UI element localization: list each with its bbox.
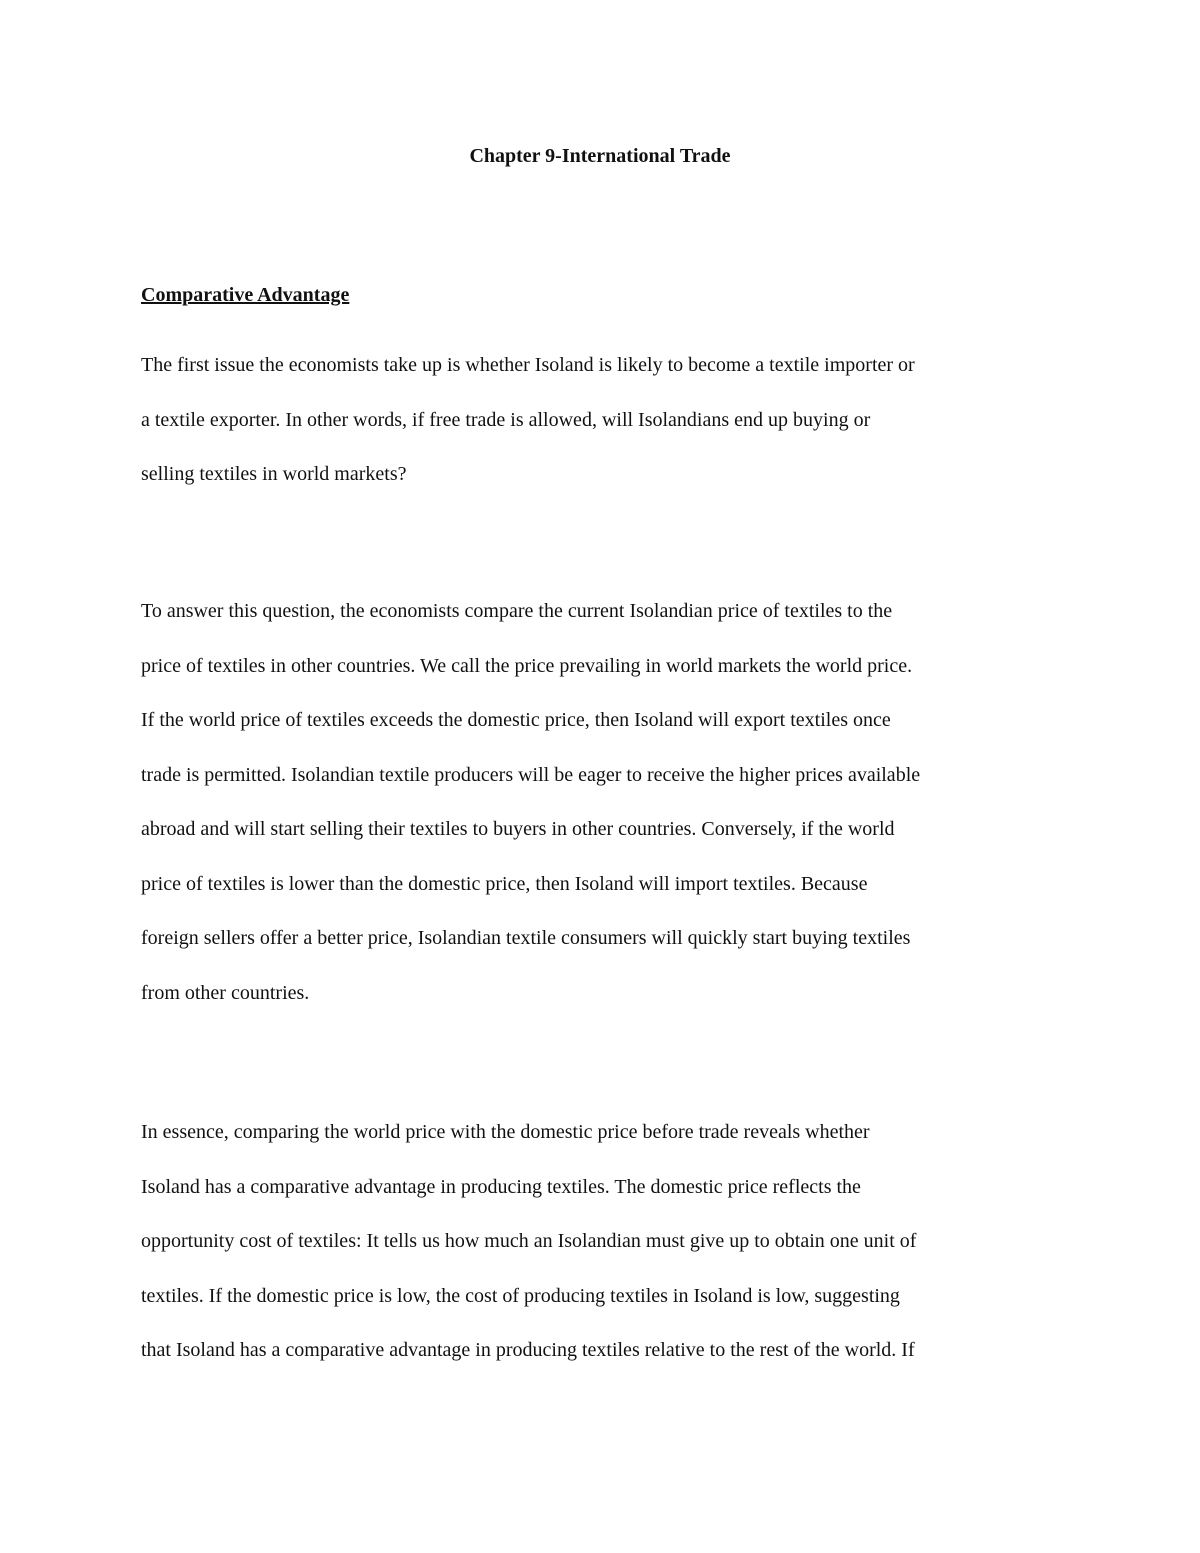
text-line: price of textiles in other countries. We call the price prevailing in world markets the world price. xyxy=(141,654,913,677)
text-line: trade is permitted. Isolandian textile producers will be eager to receive the higher prices available xyxy=(141,763,921,786)
text-line: a textile exporter. In other words, if free trade is allowed, will Isolandians end up buying or xyxy=(141,408,871,431)
section-heading: Comparative Advantage xyxy=(141,284,350,306)
document-title: Chapter 9-International Trade xyxy=(469,145,731,167)
paragraph xyxy=(141,1118,1071,1391)
text-line: abroad and will start selling their textiles to buyers in other countries. Conversely, if the world xyxy=(141,818,895,840)
text-line: If the world price of textiles exceeds the domestic price, then Isoland will export textiles once xyxy=(141,709,891,731)
text-line: selling textiles in world markets? xyxy=(141,463,407,485)
text-line: To answer this question, the economists compare the current Isolandian price of textiles to the xyxy=(141,600,893,622)
text-line: opportunity cost of textiles: It tells us how much an Isolandian must give up to obtain one unit of xyxy=(141,1230,917,1252)
text-line: In essence, comparing the world price with the domestic price before trade reveals whether xyxy=(141,1121,870,1143)
text-line: from other countries. xyxy=(141,981,310,1004)
text-line: foreign sellers offer a better price, Isolandian textile consumers will quickly start buying textiles xyxy=(141,927,911,949)
text-line: The first issue the economists take up is whether Isoland is likely to become a textile importer or xyxy=(141,354,915,376)
text-line: that Isoland has a comparative advantage in producing textiles relative to the rest of the world. If xyxy=(141,1339,915,1361)
text-line: price of textiles is lower than the domestic price, then Isoland will import textiles. Because xyxy=(141,872,868,895)
text-line: Isoland has a comparative advantage in producing textiles. The domestic price reflects the xyxy=(141,1175,861,1198)
paragraph xyxy=(141,597,1071,1033)
paragraph xyxy=(141,351,1071,515)
text-line: textiles. If the domestic price is low, the cost of producing textiles in Isoland is low, suggesting xyxy=(141,1284,900,1307)
